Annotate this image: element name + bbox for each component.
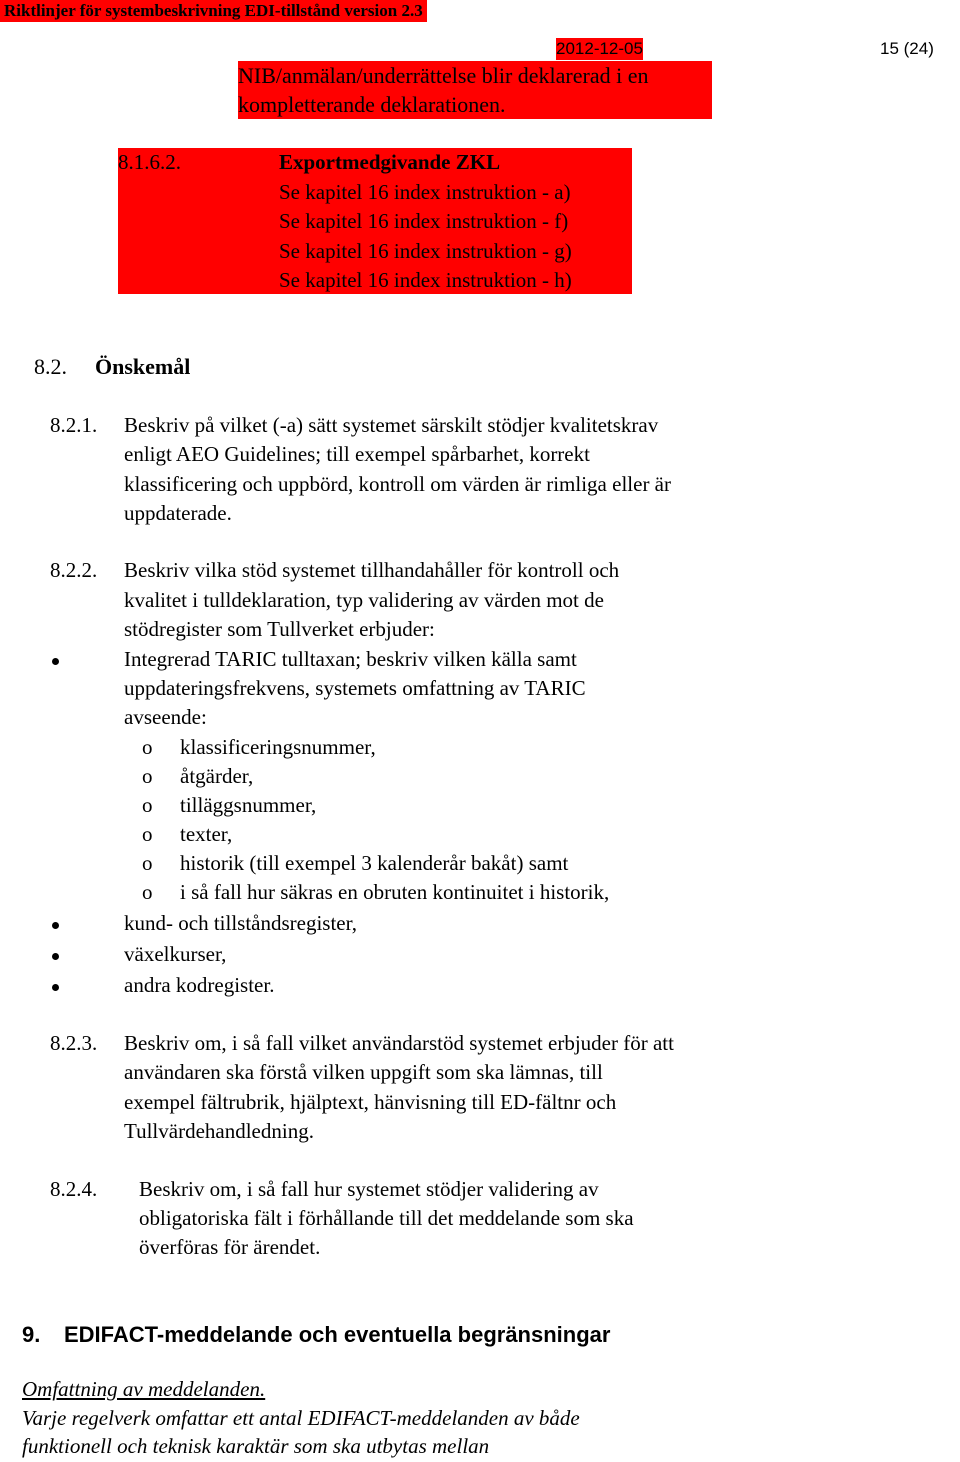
sub-bullet-item: tilläggsnummer, xyxy=(180,793,317,817)
sub-bullet-marker: o xyxy=(142,851,153,875)
section-8-2-4-line: Beskriv om, i så fall hur systemet stödjer validering av xyxy=(139,1177,599,1201)
section-8-2-3-line: Beskriv om, i så fall vilket användarstöd systemet erbjuder för att xyxy=(124,1031,674,1055)
section-8-2-3-number: 8.2.3. xyxy=(50,1031,98,1055)
continuation-line-1: NIB/anmälan/underrättelse blir deklarerad i en xyxy=(238,61,712,90)
bullet-item-line: uppdateringsfrekvens, systemets omfattning av TARIC xyxy=(124,676,586,700)
scope-line: funktionell och teknisk karaktär som ska utbytas mellan xyxy=(22,1434,490,1458)
scope-heading: Omfattning av meddelanden. xyxy=(22,1377,266,1401)
section-8-2-4-line: obligatoriska fält i förhållande till det meddelande som ska xyxy=(139,1206,634,1230)
bullet-icon xyxy=(52,922,59,929)
bullet-icon xyxy=(52,658,59,665)
section-8-2-4-line: överföras för ärendet. xyxy=(139,1235,321,1259)
sub-bullet-marker: o xyxy=(142,822,153,846)
section-8-1-6-2-title: Exportmedgivande ZKL xyxy=(279,150,501,174)
section-8-2-3-line: användaren ska förstå vilken uppgift som ska lämnas, till xyxy=(124,1060,603,1084)
section-8-1-6-2-line: Se kapitel 16 index instruktion - h) xyxy=(279,268,572,292)
section-8-2-4-number: 8.2.4. xyxy=(50,1177,98,1201)
bullet-icon xyxy=(52,953,59,960)
sub-bullet-item: texter, xyxy=(180,822,233,846)
sub-bullet-item: historik (till exempel 3 kalenderår bakåt) samt xyxy=(180,851,569,875)
bullet-item: växelkurser, xyxy=(124,942,227,966)
section-8-2-1-line: klassificering och uppbörd, kontroll om värden är rimliga eller är xyxy=(124,472,671,496)
section-8-2-3-line: exempel fältrubrik, hjälptext, hänvisning till ED-fältnr och xyxy=(124,1090,617,1114)
section-8-2-title: Önskemål xyxy=(95,354,191,379)
bullet-item-line: Integrerad TARIC tulltaxan; beskriv vilken källa samt xyxy=(124,647,577,671)
scope-line: Varje regelverk omfattar ett antal EDIFACT-meddelanden av både xyxy=(22,1406,580,1430)
bullet-icon xyxy=(52,984,59,991)
sub-bullet-marker: o xyxy=(142,793,153,817)
bullet-item: andra kodregister. xyxy=(124,973,275,997)
section-9-title: EDIFACT-meddelande och eventuella begränsningar xyxy=(64,1322,611,1347)
section-8-2-2-line: kvalitet i tulldeklaration, typ validering av värden mot de xyxy=(124,588,604,612)
sub-bullet-item: åtgärder, xyxy=(180,764,254,788)
section-9-number: 9. xyxy=(22,1322,41,1347)
section-8-2-1-line: uppdaterade. xyxy=(124,501,232,525)
document-title: Riktlinjer för systembeskrivning EDI-tillstånd version 2.3 xyxy=(0,0,427,22)
section-8-1-6-2-line: Se kapitel 16 index instruktion - g) xyxy=(279,239,572,263)
bullet-item: kund- och tillståndsregister, xyxy=(124,911,358,935)
sub-bullet-marker: o xyxy=(142,880,153,904)
section-8-2-3-line: Tullvärdehandledning. xyxy=(124,1119,314,1143)
section-8-1-6-2-line: Se kapitel 16 index instruktion - f) xyxy=(279,209,569,233)
bullet-item-line: avseende: xyxy=(124,705,207,729)
section-8-2-number: 8.2. xyxy=(34,354,67,379)
continuation-line-2: kompletterande deklarationen. xyxy=(238,90,712,119)
page-number: 15 (24) xyxy=(880,39,934,58)
section-8-1-6-2-line: Se kapitel 16 index instruktion - a) xyxy=(279,180,571,204)
section-8-2-1-number: 8.2.1. xyxy=(50,413,98,437)
document-date: 2012-12-05 xyxy=(556,39,643,58)
section-8-2-2-number: 8.2.2. xyxy=(50,558,98,582)
sub-bullet-item: klassificeringsnummer, xyxy=(180,735,376,759)
section-8-1-6-2-number: 8.1.6.2. xyxy=(118,150,181,174)
section-8-2-1-line: enligt AEO Guidelines; till exempel spårbarhet, korrekt xyxy=(124,442,590,466)
sub-bullet-marker: o xyxy=(142,735,153,759)
sub-bullet-marker: o xyxy=(142,764,153,788)
section-8-2-2-line: Beskriv vilka stöd systemet tillhandahåller för kontroll och xyxy=(124,558,620,582)
section-8-2-2-line: stödregister som Tullverket erbjuder: xyxy=(124,617,435,641)
section-8-2-1-line: Beskriv på vilket (-a) sätt systemet särskilt stödjer kvalitetskrav xyxy=(124,413,659,437)
sub-bullet-item: i så fall hur säkras en obruten kontinuitet i historik, xyxy=(180,880,610,904)
